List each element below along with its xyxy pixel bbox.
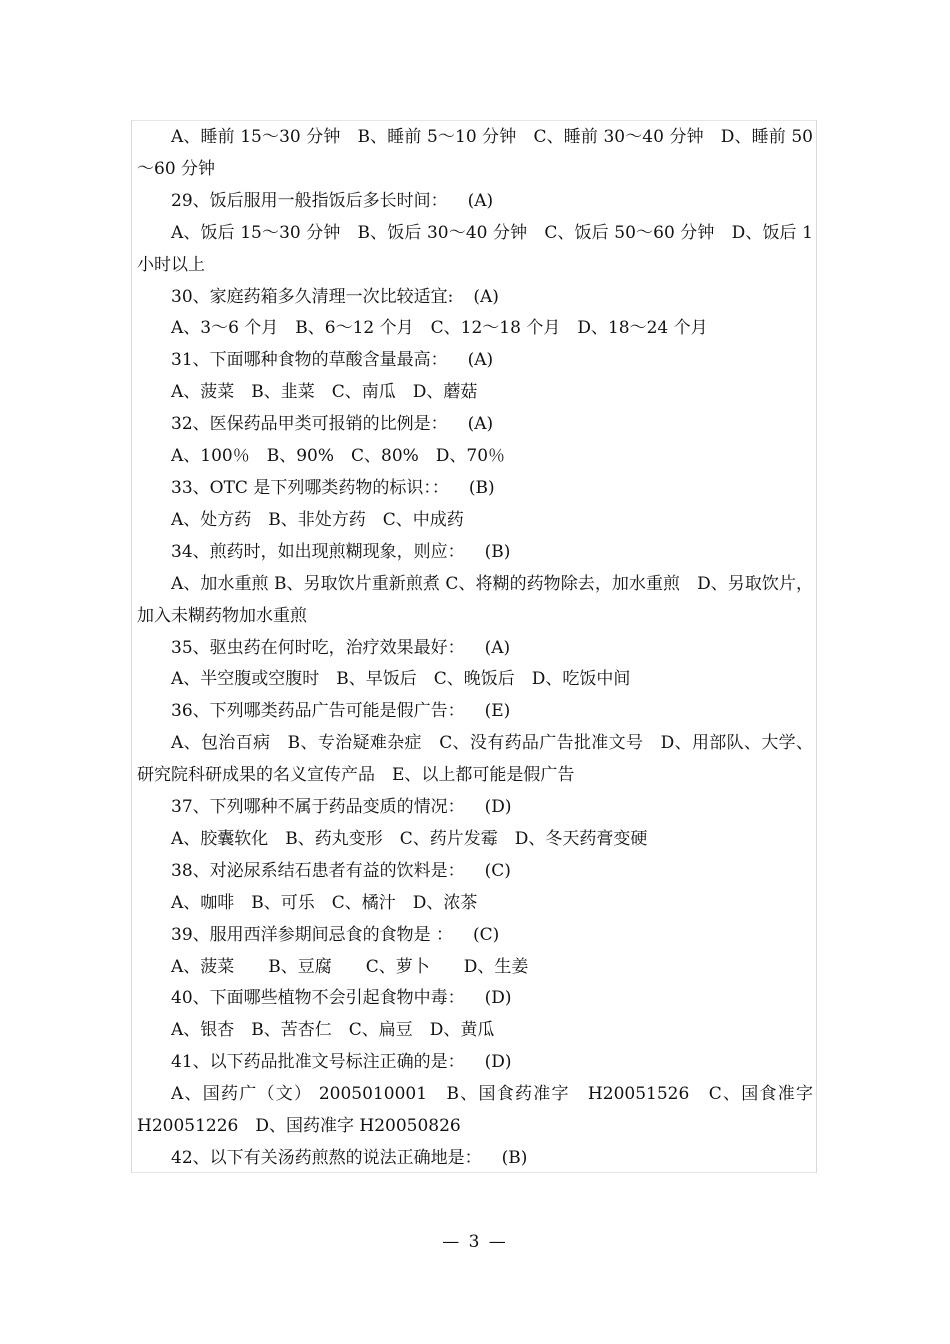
answer: (A) <box>467 190 494 211</box>
question-41 <box>137 1047 813 1079</box>
question-31 <box>137 345 813 377</box>
question-40 <box>137 983 813 1015</box>
question-text: 29、饭后服用一般指饭后多长时间： <box>171 190 448 211</box>
question-text: 34、煎药时，如出现煎糊现象，则应： <box>171 541 465 562</box>
question-text: 38、对泌尿系结石患者有益的饮料是： <box>171 860 465 881</box>
options-30: A、3～6 个月 B、6～12 个月 C、12～18 个月 D、18～24 个月 <box>171 318 708 339</box>
answer: (D) <box>484 797 512 818</box>
options-37: A、胶囊软化 B、药丸变形 C、药片发霉 D、冬天药膏变硬 <box>171 828 648 849</box>
options-38: A、咖啡 B、可乐 C、橘汁 D、浓茶 <box>171 892 478 913</box>
question-37 <box>137 792 813 824</box>
answer: (C) <box>484 860 511 881</box>
options-32: A、100％ B、90% C、80% D、70％ <box>171 446 506 467</box>
answer: (A) <box>467 350 494 371</box>
answer: (D) <box>484 988 512 1009</box>
options-40: A、银杏 B、苦杏仁 C、扁豆 D、黄瓜 <box>171 1020 495 1041</box>
question-text: 40、下面哪些植物不会引起食物中毒： <box>171 988 465 1009</box>
question-text: 30、家庭药箱多久清理一次比较适宜: <box>171 286 454 307</box>
options-31: A、菠菜 B、韭菜 C、南瓜 D、蘑菇 <box>171 382 478 403</box>
answer: (B) <box>484 541 511 562</box>
options-34: A、加水重煎 B、另取饮片重新煎煮 C、将糊的药物除去，加水重煎 D、另取饮片，加入未糊药物加水重煎 <box>137 573 813 626</box>
answer: (A) <box>473 286 499 307</box>
options-33: A、处方药 B、非处方药 C、中成药 <box>171 509 464 530</box>
page-number: — 3 — <box>442 1232 508 1252</box>
question-text: 37、下列哪种不属于药品变质的情况： <box>171 797 465 818</box>
question-text: 33、OTC 是下列哪类药物的标识：： <box>171 477 449 498</box>
question-36 <box>137 696 813 728</box>
question-text: 31、下面哪种食物的草酸含量最高： <box>171 350 448 371</box>
question-text: 35、驱虫药在何时吃，治疗效果最好： <box>171 637 465 658</box>
options-36: A、包治百病 B、专治疑难杂症 C、没有药品广告批准文号 D、用部队、大学、研究院科研成果的名义宣传产品 E、以上都可能是假广告 <box>137 733 813 786</box>
answer: (B) <box>468 477 495 498</box>
options-29: A、饭后 15～30 分钟 B、饭后 30～40 分钟 C、饭后 50～60 分钟 D、饭后 1 小时以上 <box>137 222 813 275</box>
answer: (E) <box>484 701 511 722</box>
answer: (A) <box>467 414 494 435</box>
answer: (D) <box>484 1052 512 1073</box>
question-38 <box>137 856 813 888</box>
question-32 <box>137 409 813 441</box>
options-35: A、半空腹或空腹时 B、早饭后 C、晚饭后 D、吃饭中间 <box>171 669 631 690</box>
answer: (B) <box>501 1148 528 1168</box>
question-text: 39、服用西洋参期间忌食的食物是 ： <box>171 924 454 945</box>
question-35 <box>137 633 813 665</box>
question-30 <box>137 282 813 314</box>
question-42 <box>137 1143 813 1175</box>
answer: (C) <box>473 924 500 945</box>
question-text: 42、以下有关汤药煎熬的说法正确地是： <box>171 1148 482 1168</box>
question-text: 36、下列哪类药品广告可能是假广告： <box>171 701 465 722</box>
answer: (A) <box>484 637 511 658</box>
document-body <box>137 122 813 1175</box>
question-39 <box>137 920 813 952</box>
line-0: A、睡前 15～30 分钟 B、睡前 5～10 分钟 C、睡前 30～40 分钟 D、睡前 50～60 分钟 <box>137 127 813 179</box>
question-text: 32、医保药品甲类可报销的比例是： <box>171 414 448 435</box>
options-41: A、国药广（文） 2005010001 B、国食药准字 H20051526 C、国食准字 H20051226 D、国药准字 H20050826 <box>137 1084 813 1137</box>
question-34 <box>137 537 813 569</box>
question-text: 41、以下药品批准文号标注正确的是： <box>171 1052 465 1073</box>
options-39: A、菠菜 B、豆腐 C、萝卜 D、生姜 <box>171 956 529 977</box>
question-33 <box>137 473 813 505</box>
question-29 <box>137 186 813 218</box>
